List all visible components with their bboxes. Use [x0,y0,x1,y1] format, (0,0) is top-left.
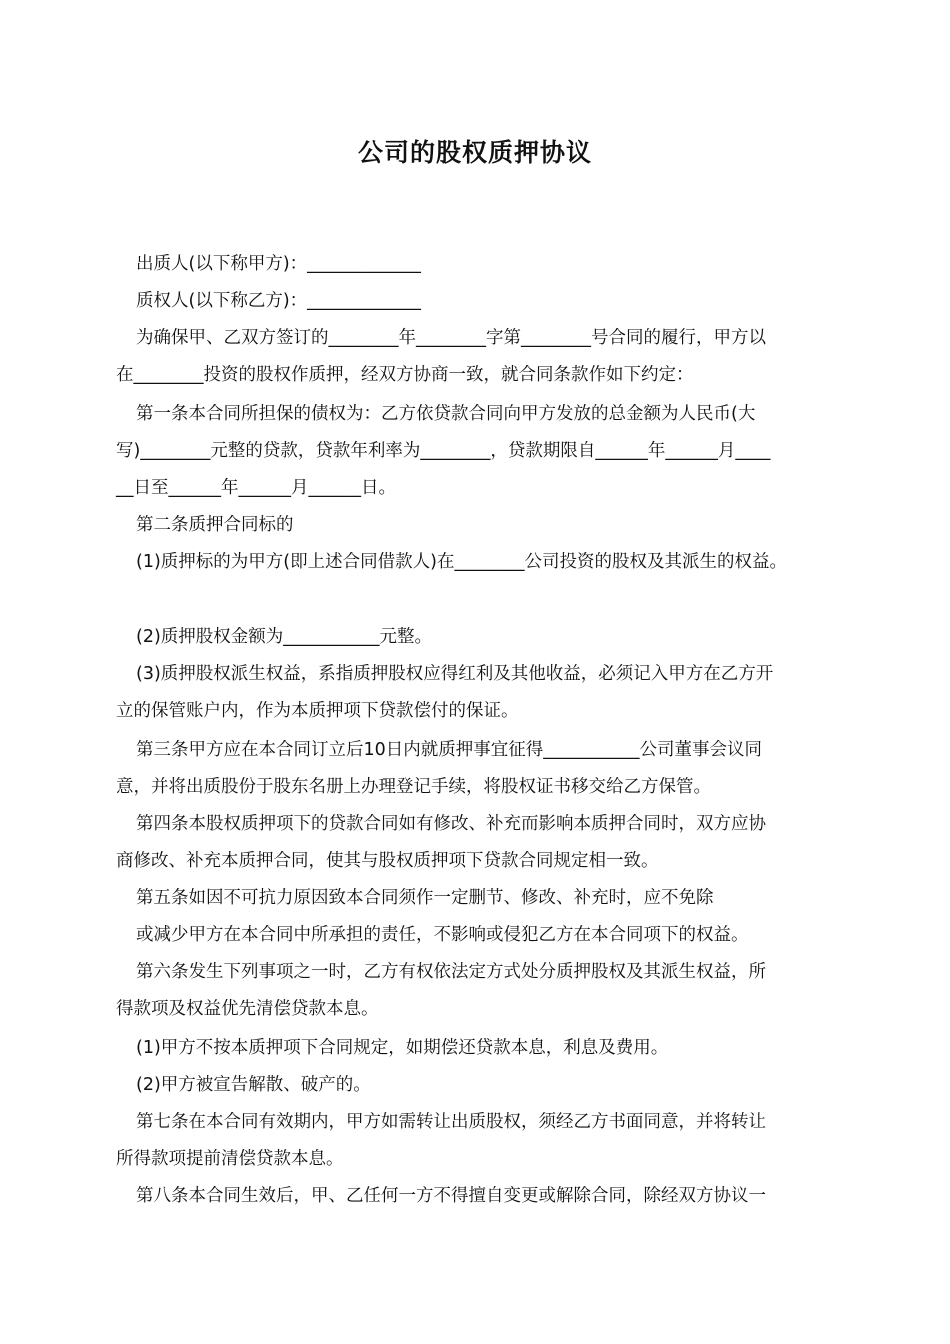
paragraph-line: 商修改、补充本质押合同，使其与股权质押项下贷款合同规定相一致。 [116,851,659,871]
paragraph-line: 为确保甲、乙双方签订的________年________字第________号合同的履行，甲方以 [136,328,766,348]
paragraph-line: 立的保管账户内，作为本质押项下贷款偿付的保证。 [116,701,519,721]
article-8-line: 第八条本合同生效后，甲、乙任何一方不得擅自变更或解除合同，除经双方协议一 [136,1186,766,1206]
paragraph-line: 在________投资的股权作质押，经双方协商一致，就合同条款作如下约定： [116,365,694,385]
article-1-line: 第一条本合同所担保的债权为：乙方依贷款合同向甲方发放的总金额为人民币(大 [136,404,756,424]
article-7-line: 第七条在本合同有效期内，甲方如需转让出质股权，须经乙方书面同意，并将转让 [136,1112,766,1132]
article-6-line: 第六条发生下列事项之一时，乙方有权依法定方式处分质押股权及其派生权益，所 [136,962,766,982]
paragraph-line: __日至______年______月______日。 [116,478,396,498]
pledgor-line: 出质人(以下称甲方)：_____________ [136,254,421,274]
document-title: 公司的股权质押协议 [357,138,592,167]
article-4-line: 第四条本股权质押项下的贷款合同如有修改、补充而影响本质押合同时，双方应协 [136,814,766,834]
clause-line: (1)质押标的为甲方(即上述合同借款人)在________公司投资的股权及其派生的权益。 [136,552,787,572]
article-3-line: 第三条甲方应在本合同订立后10日内就质押事宜征得___________公司董事会议同 [136,740,763,760]
paragraph-line: 写)________元整的贷款，贷款年利率为________，贷款期限自______年______月____ [116,441,771,461]
article-2-heading: 第二条质押合同标的 [136,515,294,535]
clause-line: (3)质押股权派生权益，系指质押股权应得红利及其他收益，必须记入甲方在乙方开 [136,664,774,684]
paragraph-line: 得款项及权益优先清偿贷款本息。 [116,999,379,1019]
clause-line: (2)质押股权金额为___________元整。 [136,627,433,647]
paragraph-line: 所得款项提前清偿贷款本息。 [116,1149,344,1169]
paragraph-line: 或减少甲方在本合同中所承担的责任，不影响或侵犯乙方在本合同项下的权益。 [136,925,749,945]
article-5-line: 第五条如因不可抗力原因致本合同须作一定删节、修改、补充时，应不免除 [136,888,714,908]
clause-line: (1)甲方不按本质押项下合同规定，如期偿还贷款本息，利息及费用。 [136,1038,669,1058]
pledgee-line: 质权人(以下称乙方)：_____________ [136,291,421,311]
clause-line: (2)甲方被宣告解散、破产的。 [136,1075,371,1095]
paragraph-line: 意，并将出质股份于股东名册上办理登记手续，将股权证书移交给乙方保管。 [116,777,711,797]
